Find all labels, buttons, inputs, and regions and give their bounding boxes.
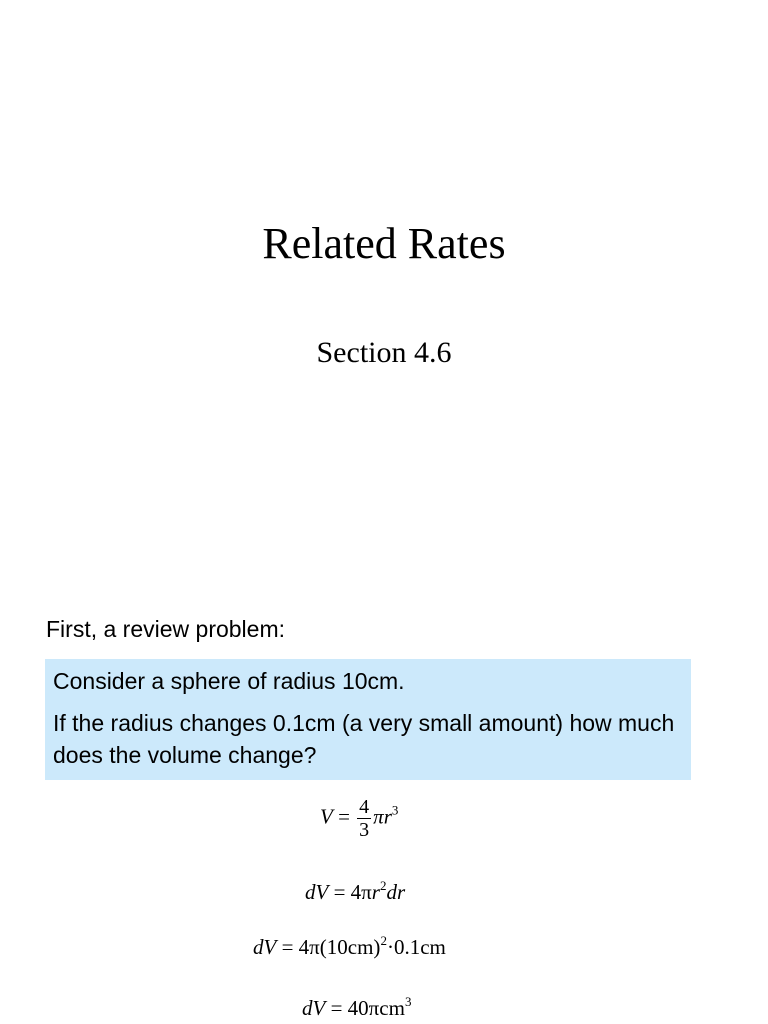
slide-title: Related Rates	[262, 219, 506, 268]
equation-volume-formula: V = $\frac{4}{3}$ $\pi r^3$	[320, 796, 399, 841]
problem-line-1: Consider a sphere of radius 10cm.	[53, 668, 405, 694]
fraction-four-thirds: $\frac{4}{3}$	[359, 796, 370, 841]
problem-box	[45, 659, 691, 780]
equation-result: dV = 40πcm$^3$	[302, 994, 412, 1020]
problem-line-2: If the radius changes 0.1cm (a very small amount) how much does the volume change?	[53, 710, 675, 768]
equation-differential: dV = $4\pi r^2dr$	[305, 878, 406, 904]
equation-substitution: dV = $4\pi(10cm)^2\cdot 0.1cm$	[253, 933, 446, 959]
review-lead-text: First, a review problem:	[46, 616, 286, 642]
slide-subtitle: Section 4.6	[316, 336, 452, 369]
